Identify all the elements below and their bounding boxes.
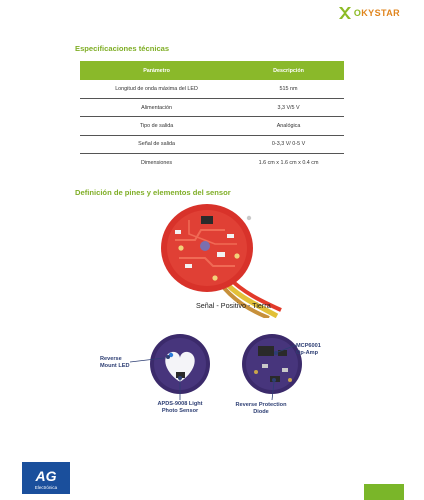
table-row	[80, 80, 344, 98]
footer-logo-sub: Electrónica	[34, 485, 58, 490]
table-cell: Señal de salida	[80, 135, 233, 153]
callout-apds-text: APDS-9008 Light Photo Sensor	[157, 401, 203, 414]
okystar-x-icon	[338, 6, 352, 20]
table-row	[80, 135, 344, 153]
callout-apds	[148, 401, 212, 415]
brand-name: OKYSTAR	[353, 8, 400, 18]
table-cell: 515 nm	[233, 80, 344, 98]
callout-diode	[226, 402, 296, 416]
table-cell: Longitud de onda máxima del LED	[80, 80, 233, 98]
footer-green-block	[364, 484, 404, 500]
ag-electronica-logo	[22, 462, 70, 494]
table-cell: 3,3 V/5 V	[233, 98, 344, 116]
table-cell: Tipo de salida	[80, 117, 233, 135]
brand-logo	[338, 6, 400, 20]
header-description: Descripción	[233, 61, 344, 80]
specs-table	[80, 61, 344, 172]
callout-reverse-led-text: Reverse Mount LED	[100, 356, 130, 369]
table-row	[80, 98, 344, 116]
footer-logo-text: AG	[35, 468, 57, 484]
table-cell: Alimentación	[80, 98, 233, 116]
pin-caption: Señal - Positivo - Tierra	[196, 301, 271, 310]
header-parameter: Parámetro	[80, 61, 233, 80]
table-row	[80, 117, 344, 135]
table-header-row	[80, 61, 344, 80]
specs-section-title: Especificaciones técnicas	[75, 44, 170, 53]
table-cell: 0-3,3 V/ 0-5 V	[233, 135, 344, 153]
table-cell: Analógica	[233, 117, 344, 135]
callout-mcp	[296, 343, 321, 357]
pins-section-title: Definición de pines y elementos del sensor	[75, 188, 231, 197]
callout-reverse-led	[100, 356, 130, 370]
table-cell: Dimensiones	[140, 160, 173, 166]
callout-diode-text: Reverse Protection Diode	[235, 402, 287, 415]
table-cell: 1.6 cm x 1.6 cm x 0.4 cm	[258, 160, 319, 166]
table-row	[80, 154, 344, 172]
callout-mcp-text: MCP6001 Op-Amp	[296, 343, 321, 356]
